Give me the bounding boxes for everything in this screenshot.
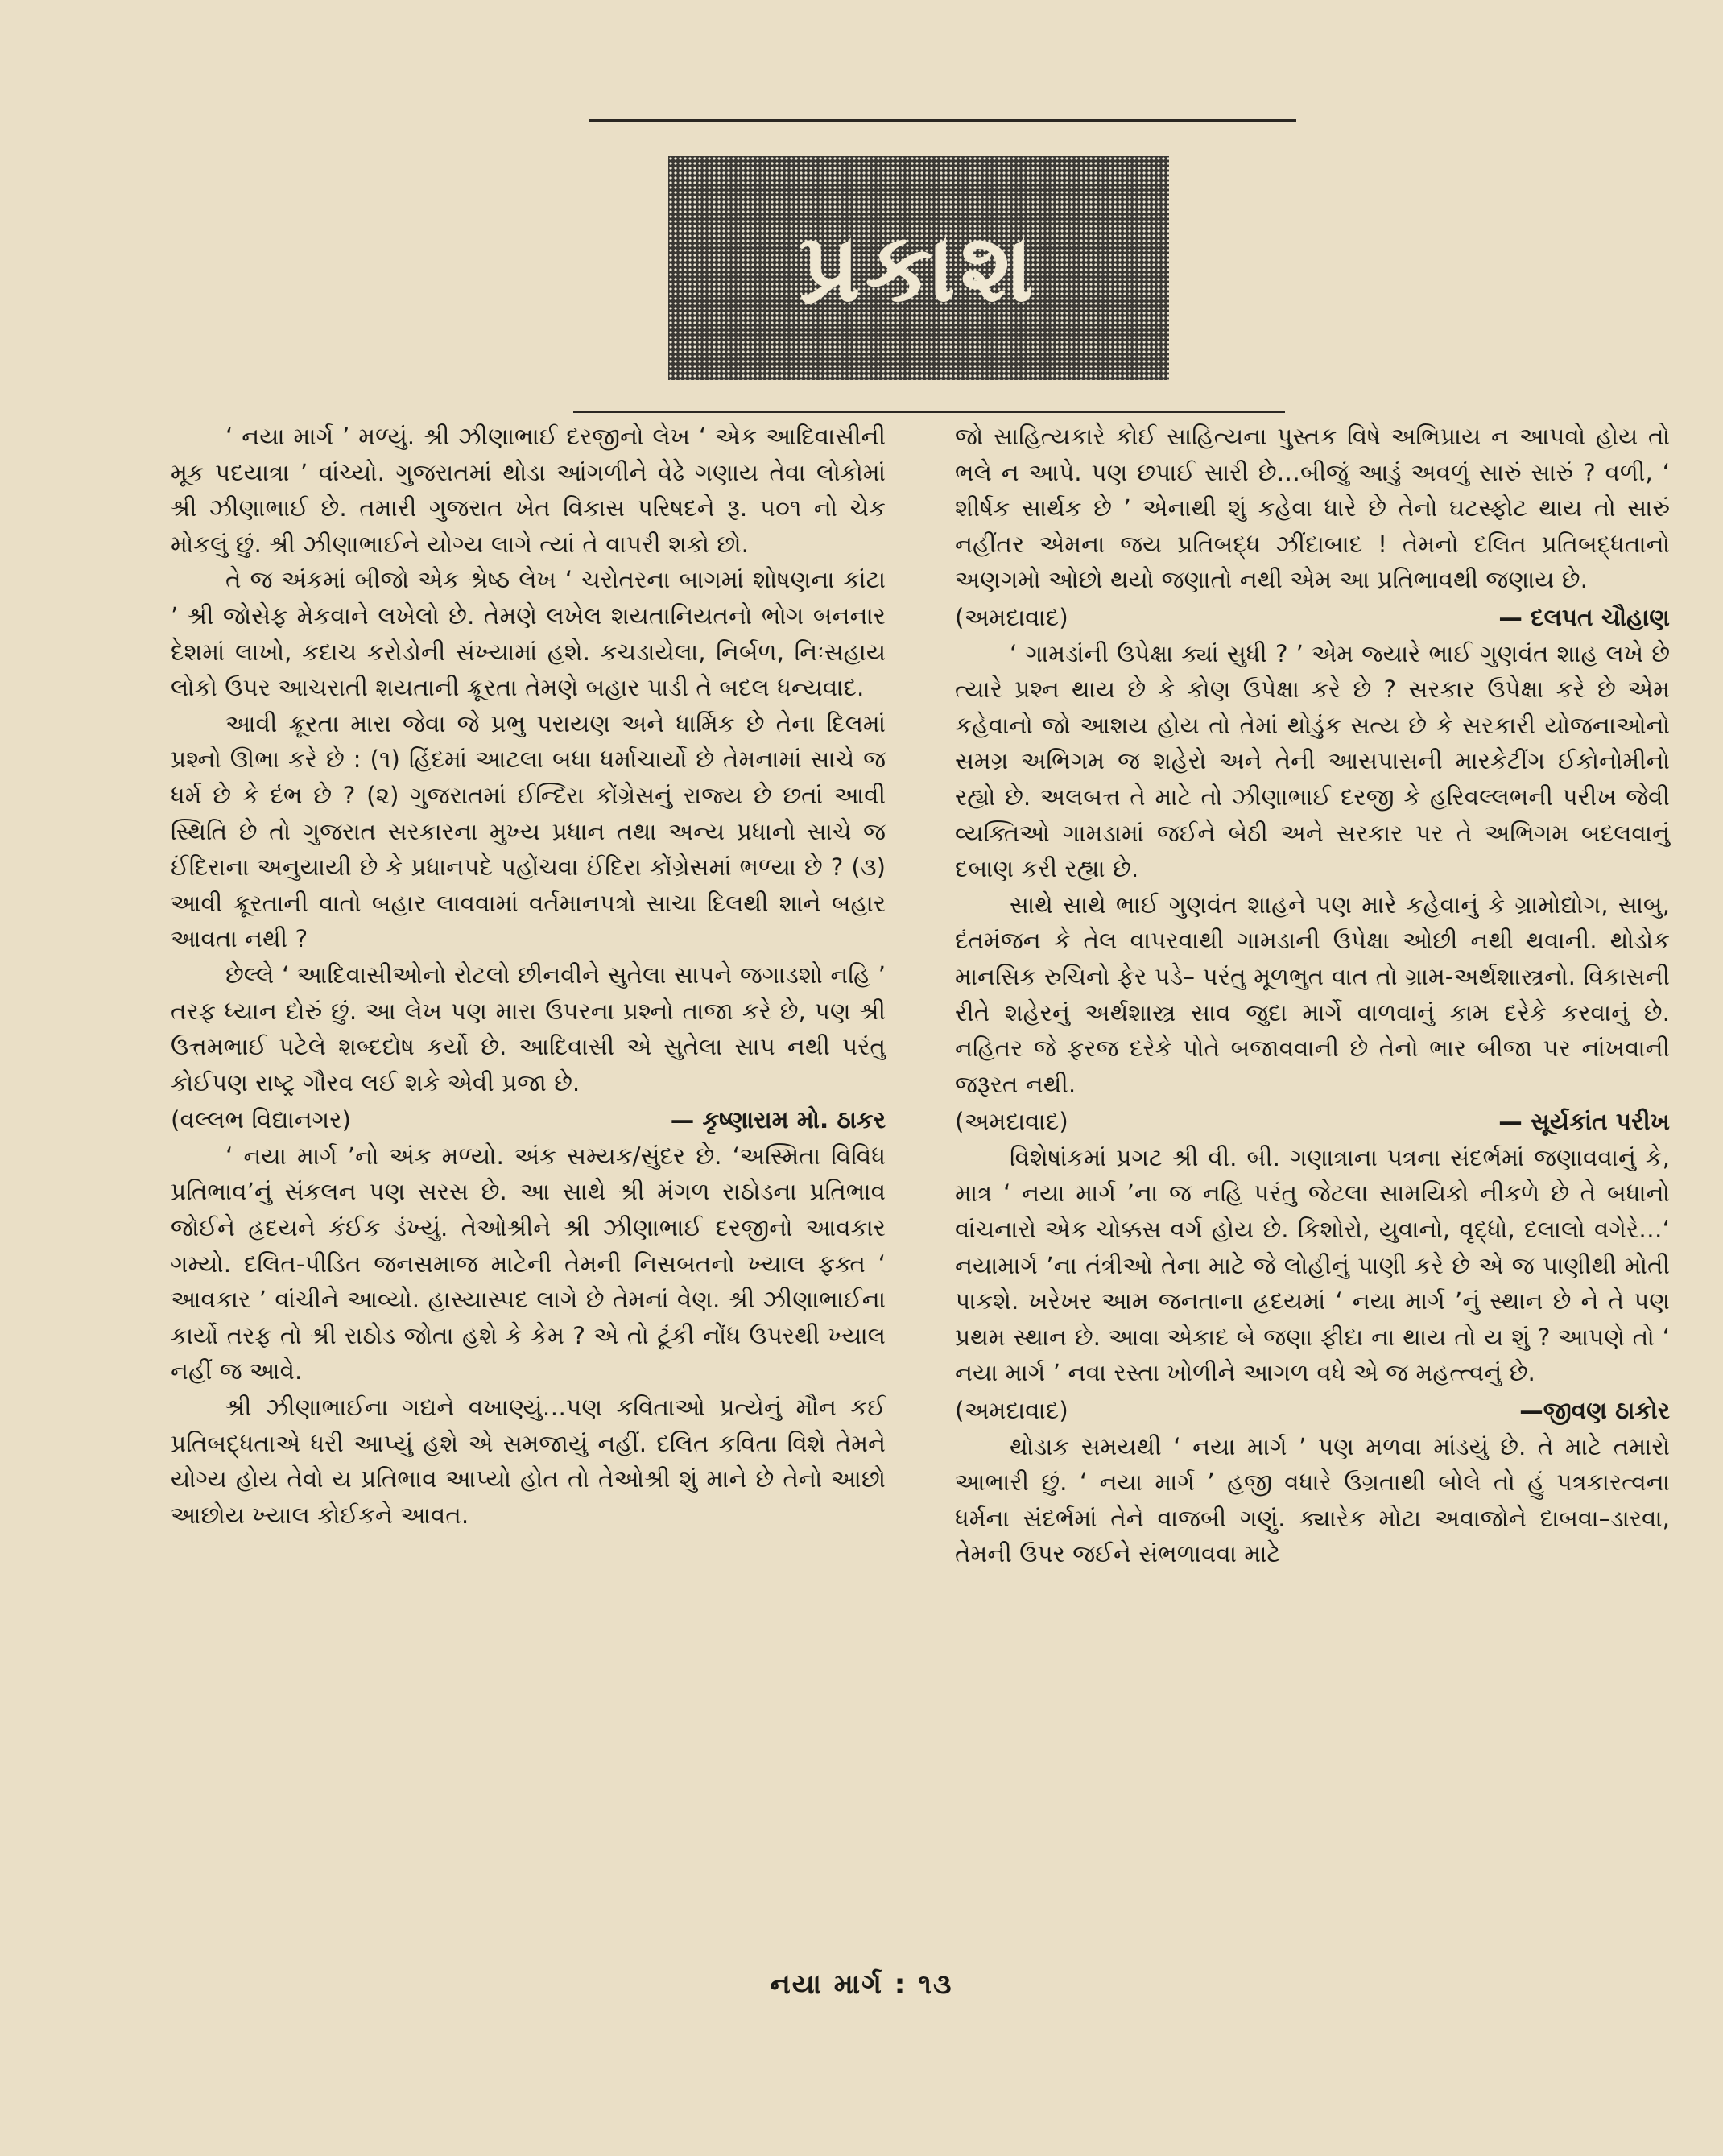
signature-author: — દલપત ચૌહાણ bbox=[1498, 603, 1670, 631]
paragraph: જો સાહિત્યકારે કોઈ સાહિત્યના પુસ્તક વિષે અભિપ્રાય ન આપવો હોય તો ભલે ન આપે. પણ છપાઈ સારી છે…બીજું આડું અવળું સારું સારું ? વળી, ‘ શીર્ષક સાર્થક છે ’ એનાથી શું કહેવા ધારે છે તેનો ઘટસ્ફોટ થાય તો સારું નહીંતર એમના જય પ્રતિબદ્ધ ઝીંદાબાદ ! તેમનો દલિત પ્રતિબદ્ધતાનો અણગમો ઓછો થયો જણાતો નથી એમ આ પ્રતિભાવથી જણાય છે. bbox=[955, 423, 1670, 594]
paragraph: આવી ક્રૂરતા મારા જેવા જે પ્રભુ પરાયણ અને ધાર્મિક છે તેના દિલમાં પ્રશ્નો ઊભા કરે છે : (૧) હિંદમાં આટલા બધા ધર્માચાર્યો છે તેમનામાં સાચે જ ધર્મ છે કે દંભ છે ? (૨) ગુજરાતમાં ઈન્દિરા કોંગ્રેસનું રાજ્ય છે છતાં આવી સ્થિતિ છે તો ગુજરાત સરકારના મુખ્ય પ્રધાન તથા અન્ય પ્રધાનો સાચે જ ઈંદિરાના અનુયાયી છે કે પ્રધાનપદે પહોંચવા ઈંદિરા કોંગ્રેસમાં ભળ્યા છે ? (૩) આવી ક્રૂરતાની વાતો બહાર લાવવામાં વર્તમાનપત્રો સાચા દિલથી શાને બહાર આવતા નથી ? bbox=[171, 709, 886, 953]
top-rule bbox=[589, 119, 1296, 122]
signature-place: (અમદાવાદ) bbox=[955, 1108, 1068, 1136]
right-column bbox=[955, 419, 1670, 1572]
paragraph: સાથે સાથે ભાઈ ગુણવંત શાહને પણ મારે કહેવાનું કે ગ્રામોદ્યોગ, સાબુ, દંતમંજન કે તેલ વાપરવાથી ગામડાની ઉપેક્ષા ઓછી નથી થવાની. થોડોક માનસિક રુચિનો ફેર પડે– પરંતુ મૂળભુત વાત તો ગ્રામ-અર્થશાસ્ત્રનો. વિકાસની રીતે શહેરનું અર્થશાસ્ત્ર સાવ જુદા માર્ગે વાળવાનું કામ દરેકે કરવાનું છે. નહિતર જે ફરજ દરેકે પોતે બજાવવાની છે તેનો ભાર બીજા પર નાંખવાની જરૂરત નથી. bbox=[955, 890, 1670, 1098]
signature-line bbox=[955, 1393, 1670, 1429]
paragraph: તે જ અંકમાં બીજો એક શ્રેષ્ઠ લેખ ‘ ચરોતરના બાગમાં શોષણના કાંટા ’ શ્રી જોસેફ મેકવાને લખેલો છે. તેમણે લખેલ શયતાનિયતનો ભોગ બનનાર દેશમાં લાખો, કદાચ કરોડોની સંખ્યામાં હશે. કચડાયેલા, નિર્બળ, નિઃસહાય લોકો ઉપર આચરાતી શયતાની ક્રૂરતા તેમણે બહાર પાડી તે બદલ ધન્યવાદ. bbox=[171, 566, 886, 702]
page-footer: નયા માર્ગ : ૧૩ bbox=[770, 1968, 953, 2001]
paragraph: ‘ ગામડાંની ઉપેક્ષા ક્યાં સુધી ? ’ એમ જ્યારે ભાઈ ગુણવંત શાહ લખે છે ત્યારે પ્રશ્ન થાય છે કે કોણ ઉપેક્ષા કરે છે ? સરકાર ઉપેક્ષા કરે છે એમ કહેવાનો જો આશય હોય તો તેમાં થોડુંક સત્ય છે કે સરકારી યોજનાઓનો સમગ્ર અભિગમ જ શહેરો અને તેની આસપાસની મારકેટીંગ ઈકોનોમીનો રહ્યો છે. અલબત્ત તે માટે તો ઝીણાભાઈ દરજી કે હરિવલ્લભની પરીખ જેવી વ્યક્તિઓ ગામડામાં જઈને બેઠી અને સરકાર પર તે અભિગમ બદલવાનું દબાણ કરી રહ્યા છે. bbox=[955, 639, 1670, 883]
signature-place: (અમદાવાદ) bbox=[955, 603, 1068, 631]
signature-author: — કૃષ્ણારામ મો. ઠાકર bbox=[670, 1106, 886, 1134]
signature-author: — સૂર્યકાંત પરીખ bbox=[1498, 1108, 1670, 1136]
signature-place: (અમદાવાદ) bbox=[955, 1397, 1068, 1425]
signature-line bbox=[171, 1102, 886, 1138]
paragraph: ‘ નયા માર્ગ ’ મળ્યું. શ્રી ઝીણાભાઈ દરજીનો લેખ ‘ એક આદિવાસીની મૂક પદયાત્રા ’ વાંચ્યો. ગુજરાતમાં થોડા આંગળીને વેઢે ગણાય તેવા લોકોમાં શ્રી ઝીણાભાઈ છે. તમારી ગુજરાત ખેત વિકાસ પરિષદને રૂ. ૫૦૧ નો ચેક મોકલું છું. શ્રી ઝીણાભાઈને યોગ્ય લાગે ત્યાં તે વાપરી શકો છો. bbox=[171, 423, 886, 558]
paragraph: વિશેષાંકમાં પ્રગટ શ્રી વી. બી. ગણાત્રાના પત્રના સંદર્ભમાં જણાવવાનું કે, માત્ર ‘ નયા માર્ગ ’ના જ નહિ પરંતુ જેટલા સામયિકો નીકળે છે તે બધાનો વાંચનારો એક ચોક્કસ વર્ગ હોય છે. કિશોરો, યુવાનો, વૃદ્ધો, દલાલો વગેરે…‘ નયામાર્ગ ’ના તંત્રીઓ તેના માટે જે લોહીનું પાણી કરે છે એ જ પાણીથી મોતી પાકશે. ખરેખર આમ જનતાના હ્રદયમાં ‘ નયા માર્ગ ’નું સ્થાન છે ને તે પણ પ્રથમ સ્થાન છે. આવા એકાદ બે જણા ફીદા ના થાય તો ય શું ? આપણે તો ‘ નયા માર્ગ ’ નવા રસ્તા ખોળીને આગળ વધે એ જ મહત્ત્વનું છે. bbox=[955, 1143, 1670, 1387]
paragraph: થોડાક સમયથી ‘ નયા માર્ગ ’ પણ મળવા માંડયું છે. તે માટે તમારો આભારી છું. ‘ નયા માર્ગ ’ હજી વધારે ઉગ્રતાથી બોલે તો હું પત્રકારત્વના ધર્મના સંદર્ભમાં તેને વાજબી ગણું. ક્યારેક મોટા અવાજોને દાબવા–ડારવા, તેમની ઉપર જઈને સંભળાવવા માટે bbox=[955, 1432, 1670, 1568]
paragraph: શ્રી ઝીણાભાઈના ગદ્યને વખાણ્યું…પણ કવિતાઓ પ્રત્યેનું મૌન કઈ પ્રતિબદ્ધતાએ ધરી આપ્યું હશે એ સમજાયું નહીં. દલિત કવિતા વિશે તેમને યોગ્ય હોય તેવો ય પ્રતિભાવ આપ્યો હોત તો તેઓશ્રી શું માને છે તેનો આછો આછોય ખ્યાલ કોઈકને આવત. bbox=[171, 1394, 886, 1529]
signature-place: (વલ્લભ વિદ્યાનગર) bbox=[171, 1106, 351, 1134]
banner-title: પ્રકાશ bbox=[799, 212, 1039, 323]
signature-line bbox=[955, 600, 1670, 636]
signature-line bbox=[955, 1104, 1670, 1140]
signature-author: —જીવણ ઠાકોર bbox=[1519, 1397, 1670, 1425]
banner-underline bbox=[573, 411, 1285, 413]
paragraph: ‘ નયા માર્ગ ’નો અંક મળ્યો. અંક સમ્યક/સુંદર છે. ‘અસ્મિતા વિવિધ પ્રતિભાવ’નું સંકલન પણ સરસ છે. આ સાથે શ્રી મંગળ રાઠોડના પ્રતિભાવ જોઈને હ્રદયને કંઈક ડંખ્યું. તેઓશ્રીને શ્રી ઝીણાભાઈ દરજીનો આવકાર ગમ્યો. દલિત-પીડિત જનસમાજ માટેની તેમની નિસબતનો ખ્યાલ ફક્ત ‘ આવકાર ’ વાંચીને આવ્યો. હાસ્યાસ્પદ લાગે છે તેમનાં વેણ. શ્રી ઝીણાભાઈના કાર્યો તરફ તો શ્રી રાઠોડ જોતા હશે કે કેમ ? એ તો ટૂંકી નોંધ ઉપરથી ખ્યાલ નહીં જ આવે. bbox=[171, 1142, 886, 1386]
left-column bbox=[171, 419, 886, 1533]
section-banner bbox=[668, 156, 1169, 380]
paragraph: છેલ્લે ‘ આદિવાસીઓનો રોટલો છીનવીને સુતેલા સાપને જગાડશો નહિ ’ તરફ ધ્યાન દોરું છું. આ લેખ પણ મારા ઉપરના પ્રશ્નો તાજા કરે છે, પણ શ્રી ઉત્તમભાઈ પટેલે શબ્દદોષ કર્યો છે. આદિવાસી એ સુતેલા સાપ નથી પરંતુ કોઈપણ રાષ્ટ્ર ગૌરવ લઈ શકે એવી પ્રજા છે. bbox=[171, 960, 886, 1097]
